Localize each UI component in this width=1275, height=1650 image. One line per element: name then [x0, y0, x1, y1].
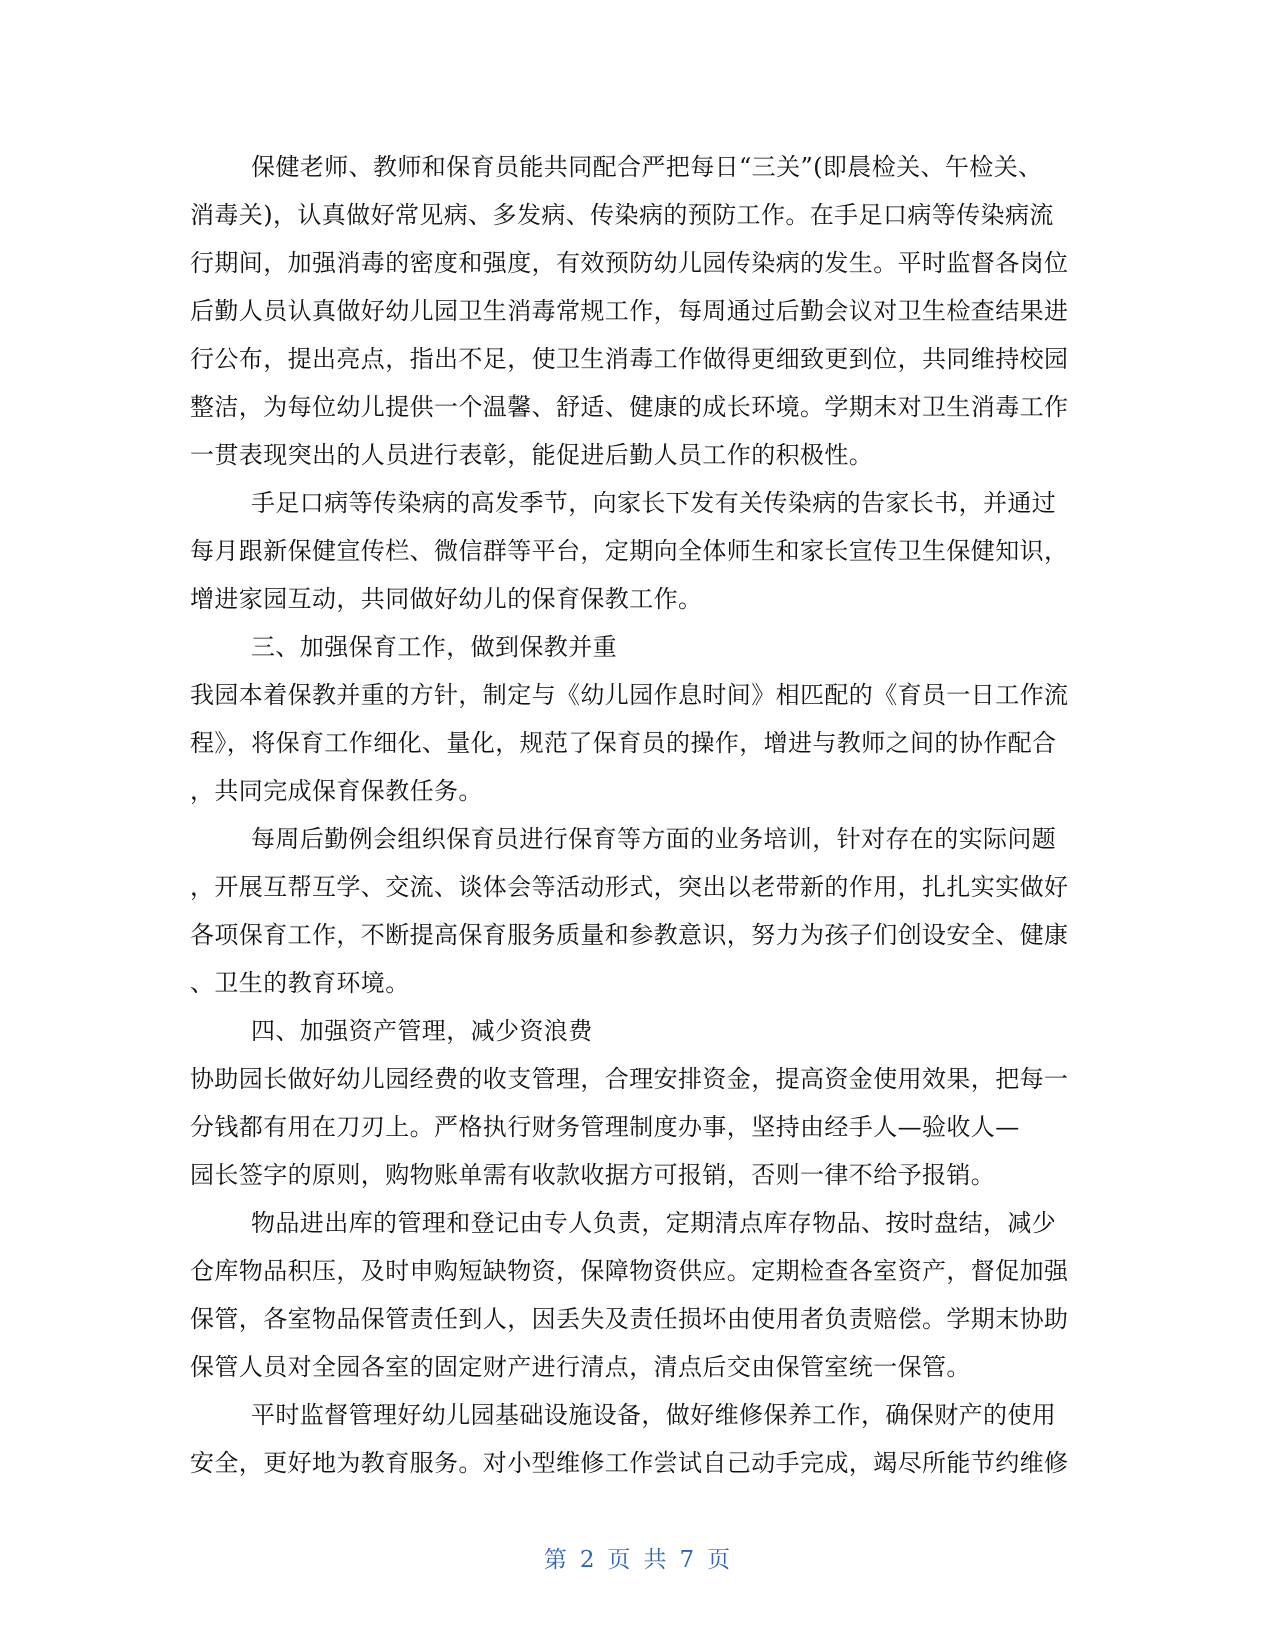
body-line: 园长签字的原则，购物账单需有收款收据方可报销，否则一律不给予报销。 [190, 1161, 996, 1189]
body-line: 安全，更好地为教育服务。对小型维修工作尝试自己动手完成，竭尽所能节约维修 [190, 1449, 1069, 1477]
body-line: 每月跟新保健宣传栏、微信群等平台，定期向全体师生和家长宣传卫生保健知识， [190, 537, 1069, 565]
footer-current-page: 2 [579, 1547, 596, 1573]
footer-prefix: 第 [543, 1547, 568, 1573]
body-line: 程》，将保育工作细化、量化，规范了保育员的操作，增进与教师之间的协作配合 [190, 729, 1057, 757]
footer-page-label: 页 [607, 1547, 632, 1573]
footer-total-label: 共 [643, 1547, 668, 1573]
body-line: 我园本着保教并重的方针，制定与《幼儿园作息时间》相匹配的《育员一日工作流 [190, 681, 1069, 709]
body-line: 行公布，提出亮点，指出不足，使卫生消毒工作做得更细致更到位，共同维持校园 [190, 345, 1069, 373]
document-body [190, 143, 1090, 1487]
footer-total-pages: 7 [679, 1547, 696, 1573]
body-line: 增进家园互动，共同做好幼儿的保育保教工作。 [190, 585, 703, 613]
body-line: 保健老师、教师和保育员能共同配合严把每日“三关”(即晨检关、午检关、 [251, 153, 1043, 181]
page-number-footer [0, 1541, 1275, 1574]
section-heading: 四、加强资产管理，减少资浪费 [251, 1017, 593, 1045]
body-line: 整洁，为每位幼儿提供一个温馨、舒适、健康的成长环境。学期末对卫生消毒工作 [190, 393, 1069, 421]
body-line: 物品进出库的管理和登记由专人负责，定期清点库存物品、按时盘结，减少 [251, 1209, 1057, 1237]
body-line: 保管人员对全园各室的固定财产进行清点，清点后交由保管室统一保管。 [190, 1353, 971, 1381]
body-line: ，开展互帮互学、交流、谈体会等活动形式，突出以老带新的作用，扎扎实实做好 [190, 873, 1069, 901]
body-line: 后勤人员认真做好幼儿园卫生消毒常规工作，每周通过后勤会议对卫生检查结果进 [190, 297, 1069, 325]
body-line: 、卫生的教育环境。 [190, 969, 410, 997]
body-line: 仓库物品积压，及时申购短缺物资，保障物资供应。定期检查各室资产，督促加强 [190, 1257, 1069, 1285]
body-line: 一贯表现突出的人员进行表彰，能促进后勤人员工作的积极性。 [190, 441, 874, 469]
body-line: 协助园长做好幼儿园经费的收支管理，合理安排资金，提高资金使用效果，把每一 [190, 1065, 1069, 1093]
body-line: 手足口病等传染病的高发季节，向家长下发有关传染病的告家长书，并通过 [251, 489, 1057, 517]
body-line: 消毒关)，认真做好常见病、多发病、传染病的预防工作。在手足口病等传染病流 [190, 201, 1054, 229]
body-line: 每周后勤例会组织保育员进行保育等方面的业务培训，针对存在的实际问题 [251, 825, 1057, 853]
footer-suffix: 页 [707, 1547, 732, 1573]
body-line: 各项保育工作，不断提高保育服务质量和参教意识，努力为孩子们创设安全、健康 [190, 921, 1069, 949]
body-line: 行期间，加强消毒的密度和强度，有效预防幼儿园传染病的发生。平时监督各岗位 [190, 249, 1069, 277]
body-line: 保管，各室物品保管责任到人，因丢失及责任损坏由使用者负责赔偿。学期末协助 [190, 1305, 1069, 1333]
section-heading: 三、加强保育工作，做到保教并重 [251, 633, 617, 661]
body-line: ，共同完成保育保教任务。 [190, 777, 483, 805]
body-line: 平时监督管理好幼儿园基础设施设备，做好维修保养工作，确保财产的使用 [251, 1401, 1057, 1429]
body-line: 分钱都有用在刀刃上。严格执行财务管理制度办事，坚持由经手人—验收人— [190, 1113, 1020, 1141]
